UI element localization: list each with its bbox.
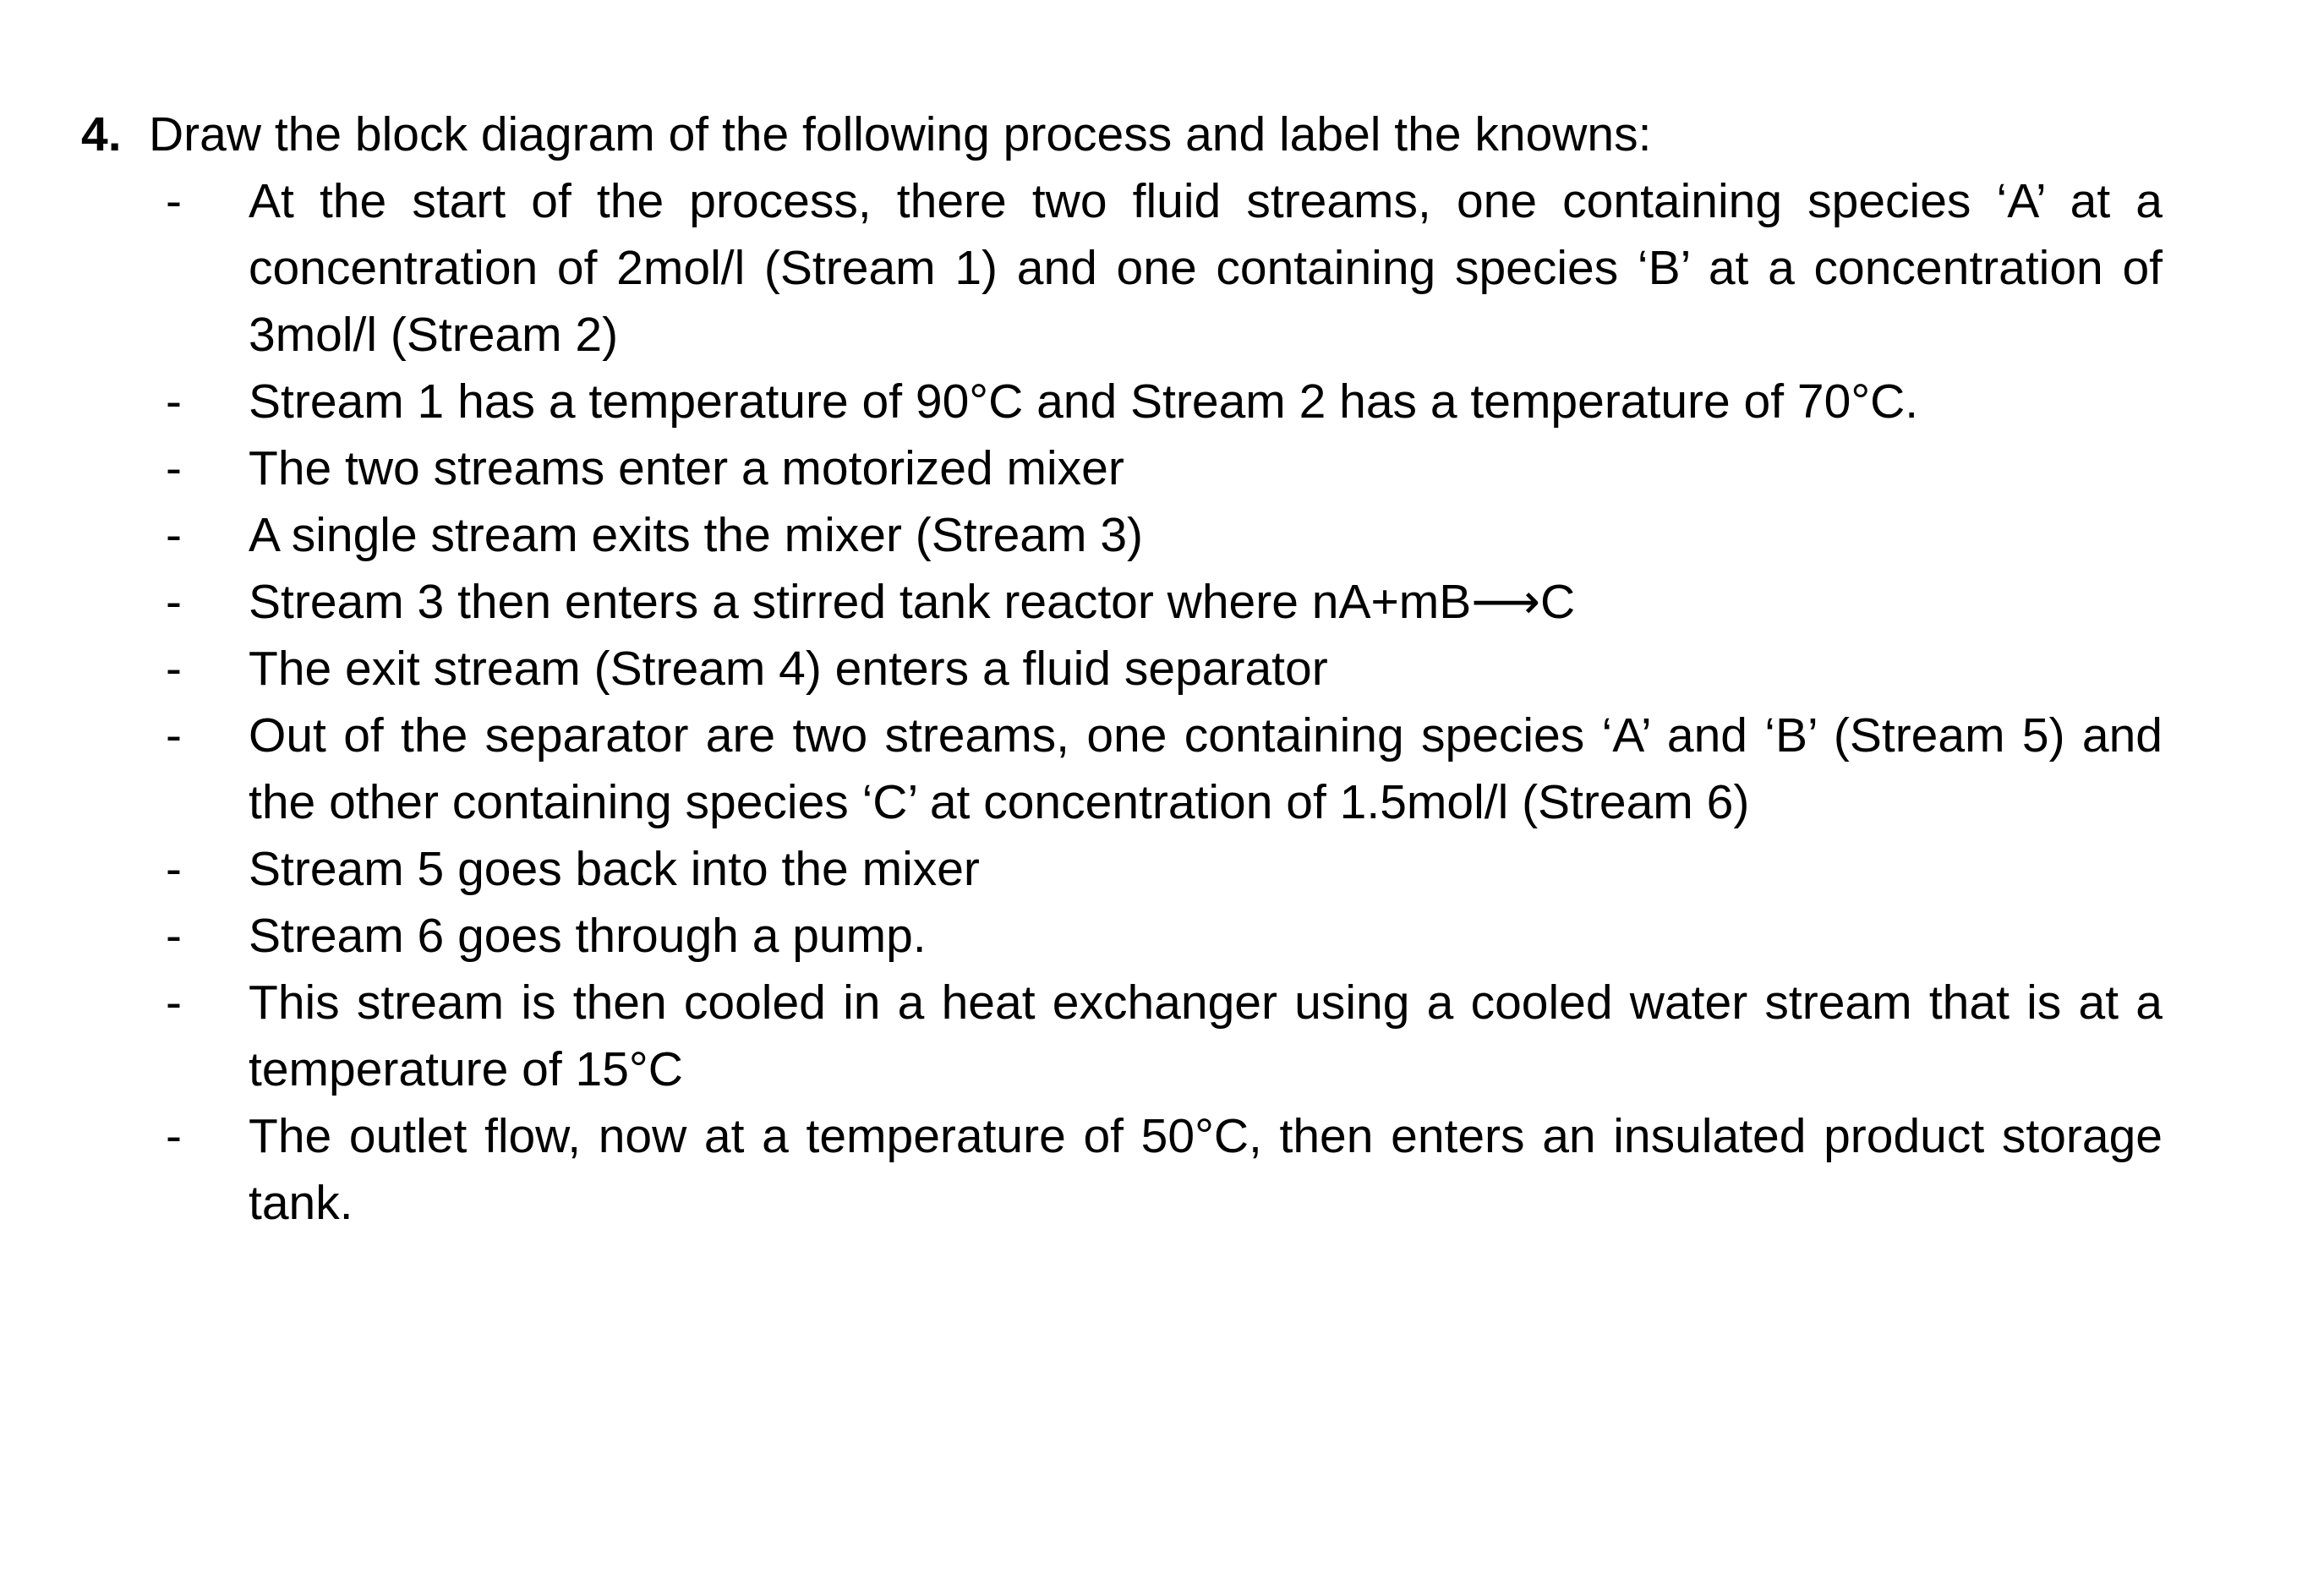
bullet-dash: - bbox=[166, 508, 182, 562]
list-item bbox=[81, 903, 2169, 970]
question-prompt: Draw the block diagram of the following process and label the knowns: bbox=[149, 107, 1652, 161]
list-item-text: This stream is then cooled in a heat exchanger using a cooled water stream that is at a temperature of 15°C bbox=[249, 976, 2163, 1096]
list-item bbox=[81, 569, 2169, 636]
bullet-dash: - bbox=[166, 842, 182, 896]
list-item bbox=[81, 502, 2169, 569]
bullet-dash: - bbox=[166, 575, 182, 629]
list-item-text: Stream 5 goes back into the mixer bbox=[249, 842, 980, 896]
bullet-dash: - bbox=[166, 374, 182, 429]
list-item-text: Stream 1 has a temperature of 90°C and Stream 2 has a temperature of 70°C. bbox=[249, 374, 1919, 429]
list-item-text: The two streams enter a motorized mixer bbox=[249, 441, 1124, 495]
list-item-text: A single stream exits the mixer (Stream 3) bbox=[249, 508, 1144, 562]
question-header bbox=[81, 101, 2169, 168]
list-item bbox=[81, 435, 2169, 502]
bullet-dash: - bbox=[166, 642, 182, 696]
list-item-text: The outlet flow, now at a temperature of 50°C, then enters an insulated product storage tank. bbox=[249, 1109, 2163, 1230]
bullet-dash: - bbox=[166, 1109, 182, 1163]
list-item-text: Stream 3 then enters a stirred tank reactor where nA+mB⟶C bbox=[249, 575, 1576, 629]
list-item bbox=[81, 970, 2169, 1103]
question-number: 4. bbox=[81, 107, 122, 161]
list-item bbox=[81, 702, 2169, 836]
bullet-dash: - bbox=[166, 976, 182, 1030]
list-item-text: Stream 6 goes through a pump. bbox=[249, 909, 927, 963]
bullet-dash: - bbox=[166, 708, 182, 762]
list-item bbox=[81, 1103, 2169, 1237]
list-item bbox=[81, 168, 2169, 369]
bullet-dash: - bbox=[166, 441, 182, 495]
list-item bbox=[81, 636, 2169, 702]
list-item bbox=[81, 836, 2169, 903]
list-item-text: Out of the separator are two streams, one containing species ‘A’ and ‘B’ (Stream 5) and the other containing species ‘C’ at concentration of 1.5mol/l (Stream 6) bbox=[249, 708, 2163, 829]
question-block bbox=[81, 101, 2169, 1237]
list-item-text: The exit stream (Stream 4) enters a fluid separator bbox=[249, 642, 1328, 696]
process-steps-list bbox=[81, 168, 2169, 1237]
bullet-dash: - bbox=[166, 174, 182, 228]
bullet-dash: - bbox=[166, 909, 182, 963]
list-item bbox=[81, 369, 2169, 435]
list-item-text: At the start of the process, there two fluid streams, one containing species ‘A’ at a concentration of 2mol/l (Stream 1) and one containing species ‘B’ at a concentration of 3mol/l (Stream 2) bbox=[249, 174, 2163, 362]
